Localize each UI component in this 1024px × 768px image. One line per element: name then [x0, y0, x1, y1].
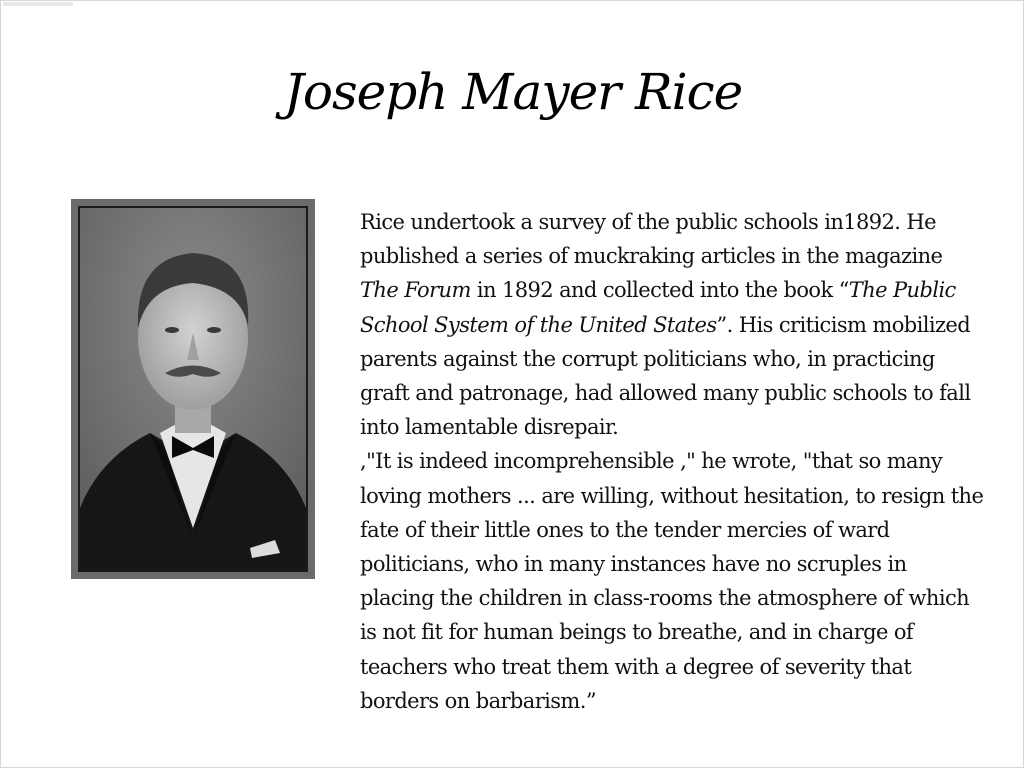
slide-title: Joseph Mayer Rice — [283, 63, 743, 121]
paragraph-1-part-1: Rice undertook a survey of the public schools in1892. He published a series of muckraking articles in the magazine — [360, 210, 943, 269]
paragraph-2: ,"It is indeed incomprehensible ," he wrote, "that so many loving mothers ... are willing, without hesitation, to resign the fate of their little ones to the tender mercies of ward politicians, who in many instances have no scruples in placing the children in class-rooms the atmosphere of which is not fit for human beings to breathe, and in charge of teachers who treat them with a degree of severity that borders on barbarism.” — [360, 449, 984, 713]
portrait-photo-icon — [78, 206, 308, 572]
corner-mark — [3, 2, 73, 6]
paragraph-1-part-2: in 1892 and collected into the book “ — [470, 278, 849, 303]
magazine-title: The Forum — [360, 278, 471, 303]
body-text — [360, 205, 985, 718]
paragraph-1 — [360, 205, 985, 444]
paragraph-1-part-3: ”. His criticism mobilized parents against the corrupt politicians who, in practicing graft and patronage, had allowed many public schools to fall into lamentable disrepair. — [360, 312, 971, 440]
portrait-frame — [71, 199, 315, 579]
book-title: The Public School System of the United States — [360, 278, 956, 337]
